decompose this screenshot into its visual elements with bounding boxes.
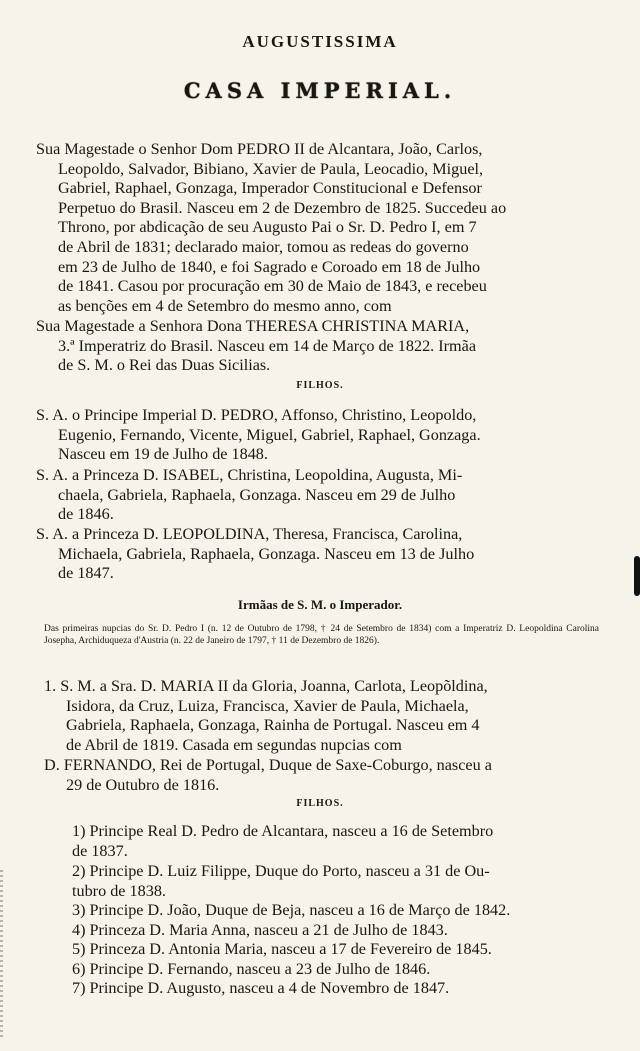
portugal-child-4	[72, 921, 607, 941]
filhos-heading-2: FILHOS.	[296, 798, 344, 809]
child-entry-pedro	[36, 406, 604, 465]
filhos-heading: FILHOS.	[296, 380, 344, 391]
text-line: 5) Princeza D. Antonia Maria, nasceu a 17 de Fevereiro de 1845.	[72, 940, 492, 958]
page-subtitle: CASA IMPERIAL.	[183, 78, 457, 103]
portugal-child-5	[72, 940, 607, 960]
text-line: em 23 de Julho de 1840, e foi Sagrado e Coroado em 18 de Julho	[58, 257, 481, 276]
text-line: chaela, Gabriela, Raphaela, Gonzaga. Nasceu em 29 de Julho	[58, 485, 456, 504]
text-line: de 1841. Casou por procuração em 30 de Maio de 1843, e recebeu	[58, 277, 487, 296]
text-line: 29 de Outubro de 1816.	[66, 775, 220, 794]
text-line: de Abril de 1831; declarado maior, tomou as redeas do governo	[58, 237, 469, 256]
text-line: S. A. a Princeza D. LEOPOLDINA, Theresa, Francisca, Carolina,	[36, 525, 463, 543]
empress-paragraph	[36, 317, 604, 376]
text-line: tubro de 1838.	[72, 881, 166, 900]
text-line: Sua Magestade a Senhora Dona THERESA CHRISTINA MARIA,	[36, 317, 470, 335]
child-entry-leopoldina	[36, 525, 604, 584]
page-edge-mark	[0, 870, 3, 1040]
text-line: Eugenio, Fernando, Vicente, Miguel, Gabriel, Raphael, Gonzaga.	[58, 425, 481, 444]
emperor-paragraph	[36, 140, 604, 316]
text-line: 6) Principe D. Fernando, nasceu a 23 de Julho de 1846.	[72, 960, 431, 978]
text-line: de 1837.	[72, 841, 128, 860]
child-entry-isabel	[36, 466, 604, 525]
text-line: D. FERNANDO, Rei de Portugal, Duque de Saxe-Coburgo, nasceu a	[44, 756, 492, 774]
text-line: Nasceu em 19 de Julho de 1848.	[58, 445, 268, 464]
text-line: de S. M. o Rei das Duas Sicilias.	[58, 356, 271, 375]
portugal-child-6	[72, 960, 607, 980]
king-paragraph	[44, 756, 604, 795]
ink-blot	[634, 556, 640, 596]
text-line: de Abril de 1819. Casada em segundas nupcias com	[66, 735, 402, 754]
text-line: 7) Principe D. Augusto, nasceu a 4 de Novembro de 1847.	[72, 979, 450, 997]
text-line: Sua Magestade o Senhor Dom PEDRO II de Alcantara, João, Carlos,	[36, 140, 483, 158]
page-title: AUGUSTISSIMA	[242, 32, 398, 51]
text-line: de 1847.	[58, 564, 114, 583]
portugal-child-3	[72, 901, 607, 921]
text-line: Throno, por abdicação de seu Augusto Pai o Sr. D. Pedro I, em 7	[58, 218, 477, 237]
portugal-child-2	[72, 862, 607, 901]
text-line: 3) Principe D. João, Duque de Beja, nasceu a 16 de Março de 1842.	[72, 901, 511, 919]
text-line: 2) Principe D. Luiz Filippe, Duque do Porto, nasceu a 31 de Ou-	[72, 862, 490, 880]
text-line: Michaela, Gabriela, Raphaela, Gonzaga. Nasceu em 13 de Julho	[58, 544, 475, 563]
text-line: Perpetuo do Brasil. Nasceu em 2 de Dezembro de 1825. Succedeu ao	[58, 198, 507, 217]
text-line: 1) Principe Real D. Pedro de Alcantara, nasceu a 16 de Setembro	[72, 822, 494, 840]
text-line: Gabriel, Raphael, Gonzaga, Imperador Constitucional e Defensor	[58, 179, 482, 198]
sisters-heading: Irmãas de S. M. o Imperador.	[237, 597, 403, 612]
text-line: 1. S. M. a Sra. D. MARIA II da Gloria, Joanna, Carlota, Leopõldina,	[44, 677, 488, 695]
text-line: 4) Princeza D. Maria Anna, nasceu a 21 de Julho de 1843.	[72, 921, 448, 939]
queen-paragraph	[44, 677, 604, 755]
text-line: Isidora, da Cruz, Luiza, Francisca, Xavier de Paula, Michaela,	[66, 696, 469, 715]
text-line: Gabriela, Raphaela, Gonzaga, Rainha de Portugal. Nasceu em 4	[66, 716, 480, 735]
text-line: 3.ª Imperatriz do Brasil. Nasceu em 14 de Março de 1822. Irmãa	[58, 336, 476, 355]
text-line: S. A. o Principe Imperial D. PEDRO, Affonso, Christino, Leopoldo,	[36, 406, 477, 424]
sisters-note: Das primeiras nupcias do Sr. D. Pedro I (n. 12 de Outubro de 1798, † 24 de Setembro de 1834) com a Imperatriz D. Leopoldina Carolina Josepha, Archiduqueza d'Austria (n. 22 de Janeiro de 1797, † 11 de Dezembro de 1826).	[44, 624, 599, 646]
text-line: de 1846.	[58, 505, 114, 524]
text-line: as benções em 4 de Setembro do mesmo anno, com	[58, 296, 392, 315]
portugal-child-1	[72, 822, 607, 861]
text-line: S. A. a Princeza D. ISABEL, Christina, Leopoldina, Augusta, Mi-	[36, 466, 463, 484]
text-line: Leopoldo, Salvador, Bibiano, Xavier de Paula, Leocadio, Miguel,	[58, 159, 484, 178]
portugal-child-7	[72, 979, 607, 999]
